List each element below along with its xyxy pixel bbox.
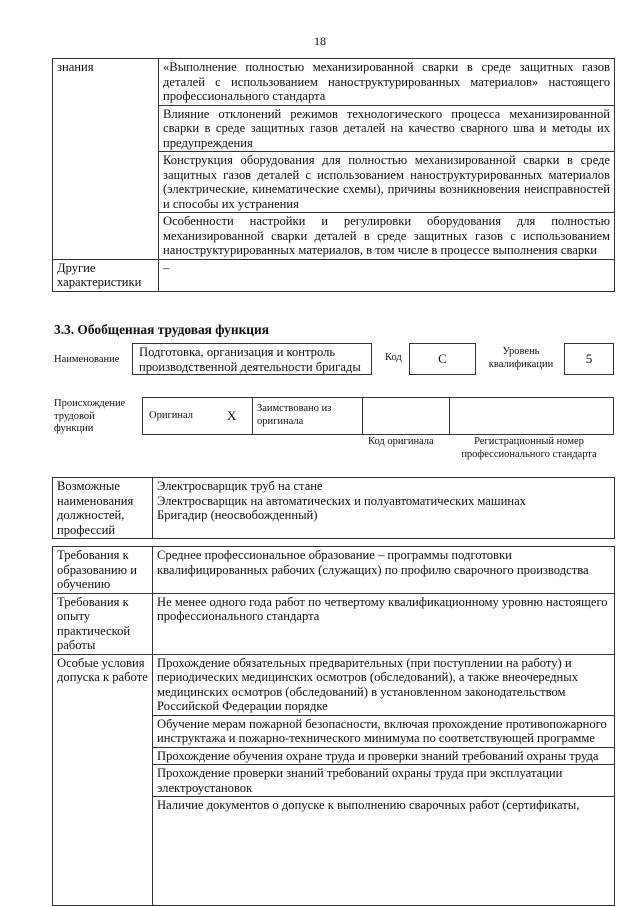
code-label: Код — [385, 352, 402, 363]
borrowed-label: Заимствовано из оригинала — [257, 403, 332, 427]
knowledge-item: «Выполнение полностью механизированной сварки в среде защитных газов деталей с использованием наноструктурированных материалов» настоящего профессионального стандарта — [159, 59, 614, 106]
education-label: Требования к образованию и обучению — [53, 547, 153, 594]
section-title: 3.3. Обобщенная трудовая функция — [54, 322, 269, 337]
knowledge-label: знания — [53, 59, 159, 260]
condition-item: Наличие документов о допуске к выполнению сварочных работ (сертификаты, — [157, 798, 580, 812]
other-characteristics-value: – — [159, 259, 615, 291]
condition-item: Обучение мерам пожарной безопасности, включая прохождение противопожарного инструктажа и пожарно-технического минимума по соответствующей программе — [153, 716, 614, 748]
experience-label: Требования к опыту практической работы — [53, 593, 153, 654]
code-original-label: Код оригинала — [368, 436, 434, 447]
original-label: Оригинал — [149, 410, 193, 421]
positions-items — [153, 478, 615, 539]
level-value: 5 — [564, 343, 614, 375]
special-conditions-items — [153, 654, 615, 905]
origin-label: Происхождение трудовой функции — [54, 398, 126, 434]
original-mark: X — [227, 408, 237, 423]
knowledge-items — [159, 59, 615, 260]
knowledge-item: Особенности настройки и регулировки оборудования для полностью механизированной сварки деталей в среде защитных газов с использованием наноструктурированных материалов, в том числе в процессе выполнения сварки — [163, 214, 610, 257]
special-conditions-label: Особые условия допуска к работе — [53, 654, 153, 905]
condition-item: Прохождение обучения охране труда и проверки знаний требований охраны труда — [153, 748, 614, 766]
level-label: Уровень квалификации — [488, 346, 554, 370]
knowledge-table — [52, 58, 615, 292]
positions-label: Возможные наименования должностей, профессий — [53, 478, 153, 539]
position-item: Электросварщик на автоматических и полуавтоматических машинах — [157, 493, 526, 508]
reg-number-label: Регистрационный номер профессионального стандарта — [461, 436, 597, 460]
requirements-table — [52, 546, 615, 906]
name-label: Наименование — [54, 354, 120, 365]
position-item: Электросварщик труб на стане — [157, 479, 323, 493]
origin-box — [142, 397, 614, 435]
condition-item: Прохождение обязательных предварительных (при поступлении на работу) и периодических медицинских осмотров (обследований), а также внеочередных медицинских осмотров (обследований) в установленном законодательством Российской Федерации порядке — [153, 655, 614, 716]
experience-value: Не менее одного года работ по четвертому квалификационному уровню настоящего профессионального стандарта — [153, 593, 615, 654]
code-value: C — [409, 343, 476, 375]
position-item: Бригадир (неосвобожденный) — [157, 508, 318, 522]
positions-table — [52, 477, 615, 539]
education-value: Среднее профессиональное образование – программы подготовки квалифицированных рабочих (служащих) по профилю сварочного производства — [153, 547, 615, 594]
condition-item: Прохождение проверки знаний требований охраны труда при эксплуатации электроустановок — [153, 765, 614, 797]
other-characteristics-label: Другие характеристики — [53, 259, 159, 291]
page-number: 18 — [314, 34, 326, 48]
knowledge-item: Влияние отклонений режимов технологического процесса механизированной сварки в среде защитных газов деталей на качество сварного шва и методы их предупреждения — [159, 106, 614, 153]
name-value: Подготовка, организация и контроль производственной деятельности бригады — [132, 343, 372, 375]
knowledge-item: Конструкция оборудования для полностью механизированной сварки в среде защитных газов деталей с использованием наноструктурированных материалов (электрические, кинематические схемы), причины возникновения неисправностей и способы их устранения — [159, 152, 614, 213]
